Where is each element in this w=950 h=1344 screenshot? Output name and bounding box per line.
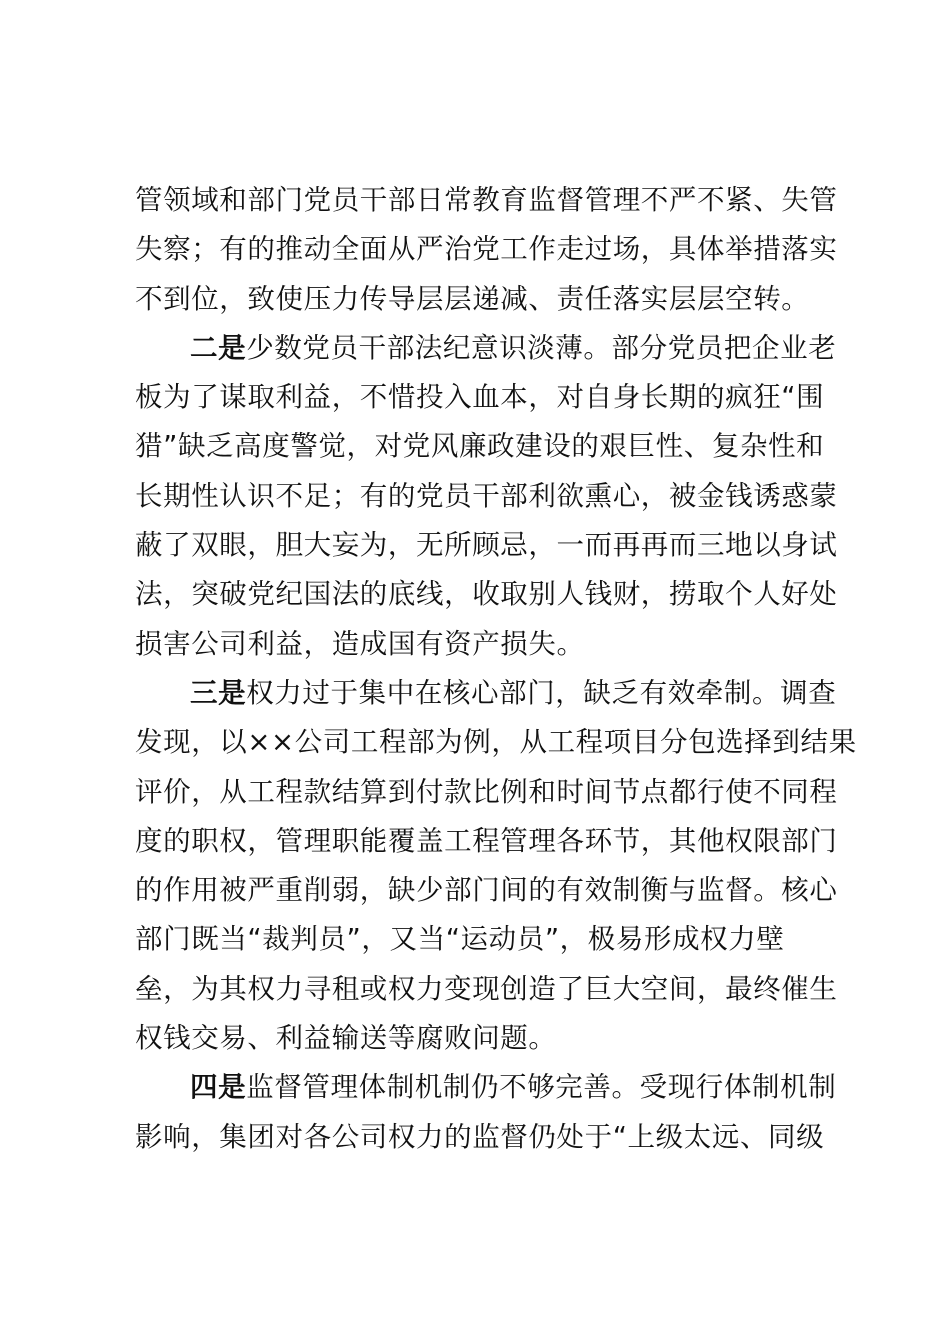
- text-line: 损害公司利益，造成国有资产损失。: [135, 627, 585, 660]
- text-line: 蔽了双眼，胆大妄为，无所顾忌，一而再再而三地以身试: [135, 529, 838, 562]
- text-line: 度的职权，管理职能覆盖工程管理各环节，其他权限部门: [135, 824, 838, 857]
- text-line: 失察；有的推动全面从严治党工作走过场，具体举措落实: [135, 233, 838, 266]
- text-run: 少数党员干部法纪意识淡薄。部分党员把企业老: [246, 331, 837, 364]
- paragraph-lead: 二是: [190, 331, 247, 364]
- text-line: 影响，集团对各公司权力的监督仍处于“上级太远、同级: [135, 1120, 825, 1153]
- text-line: 猎”缺乏高度警觉，对党风廉政建设的艰巨性、复杂性和: [135, 430, 825, 463]
- paragraph-point-four: [135, 1063, 835, 1162]
- text-line: 长期性认识不足；有的党员干部利欲熏心，被金钱诱惑蒙: [135, 479, 838, 512]
- text-line: 部门既当“裁判员”，又当“运动员”，极易形成权力壁: [135, 923, 785, 956]
- paragraph-continuation: [135, 176, 838, 324]
- text-line: 权钱交易、利益输送等腐败问题。: [135, 1022, 557, 1055]
- text-line: 评价，从工程款结算到付款比例和时间节点都行使不同程: [135, 775, 838, 808]
- text-run: 监督管理体制机制仍不够完善。受现行体制机制: [246, 1071, 837, 1104]
- paragraph-point-three: [135, 669, 857, 1063]
- text-line-first: [135, 324, 835, 373]
- text-run: 权力过于集中在核心部门，缺乏有效牵制。调查: [246, 676, 837, 709]
- text-line: 法，突破党纪国法的底线，收取别人钱财，捞取个人好处: [135, 578, 838, 611]
- text-line: 不到位，致使压力传导层层递减、责任落实层层空转。: [135, 282, 810, 315]
- text-line: 板为了谋取利益，不惜投入血本，对自身长期的疯狂“围: [135, 381, 825, 414]
- paragraph-lead: 四是: [190, 1071, 247, 1104]
- text-line-first: [135, 1063, 835, 1112]
- paragraph-point-two: [135, 324, 838, 669]
- text-line-first: [135, 669, 835, 718]
- body-text: [135, 176, 857, 1162]
- text-line: 的作用被严重削弱，缺少部门间的有效制衡与监督。核心: [135, 874, 838, 907]
- text-line: 管领域和部门党员干部日常教育监督管理不严不紧、失管: [135, 184, 838, 216]
- text-line: 发现，以××公司工程部为例，从工程项目分包选择到结果: [135, 726, 857, 759]
- text-line: 垒，为其权力寻租或权力变现创造了巨大空间，最终催生: [135, 972, 838, 1005]
- paragraph-lead: 三是: [190, 676, 247, 709]
